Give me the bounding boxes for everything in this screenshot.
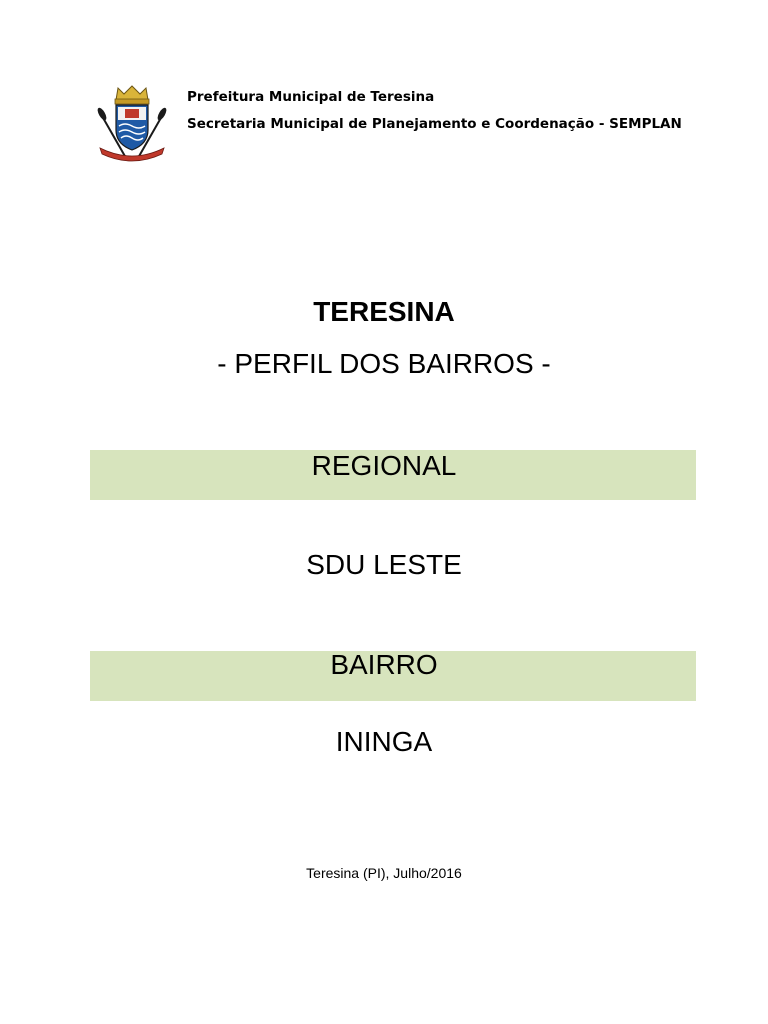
header-text: [187, 89, 682, 143]
regional-value: SDU LESTE: [306, 549, 462, 580]
regional-label: REGIONAL: [311, 450, 457, 481]
municipal-crest-icon: [96, 82, 168, 166]
header-line-1: Prefeitura Municipal de Teresina: [187, 89, 435, 105]
bairro-value: ININGA: [335, 726, 433, 757]
footer-date: Teresina (PI), Julho/2016: [306, 865, 462, 881]
bairro-label: BAIRRO: [330, 649, 438, 680]
document-subtitle: - PERFIL DOS BAIRROS -: [217, 348, 551, 379]
document-header: [96, 82, 696, 172]
document-title: TERESINA: [313, 296, 455, 327]
header-line-2: Secretaria Municipal de Planejamento e Coordenação - SEMPLAN: [187, 116, 682, 132]
